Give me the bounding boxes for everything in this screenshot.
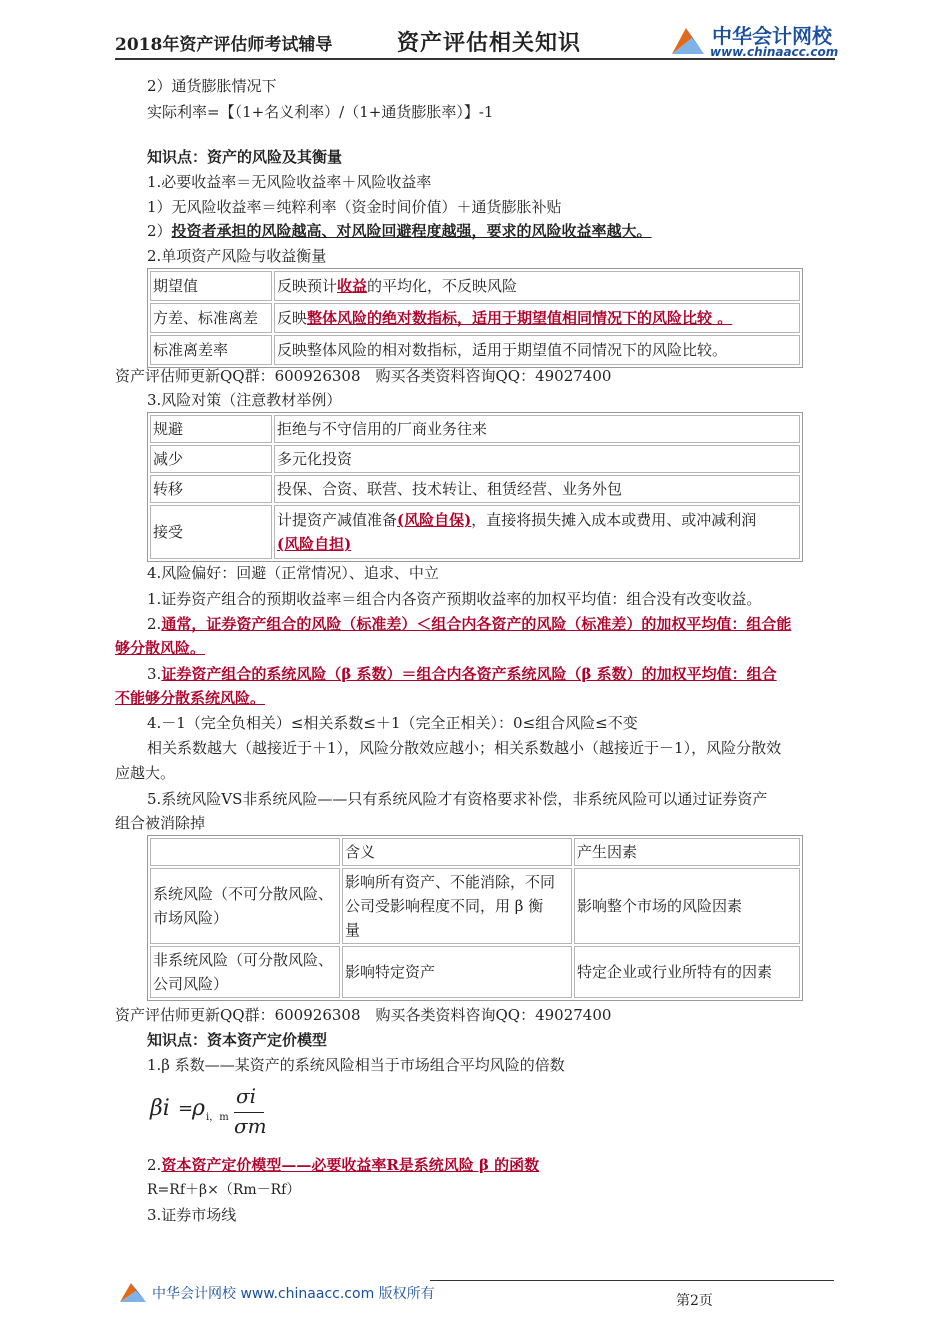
table-cell (150, 838, 340, 866)
table-cell: 反映预计收益的平均化，不反映风险 (274, 271, 800, 301)
text-line (147, 221, 652, 241)
table-cell: 规避 (150, 415, 272, 443)
header-subject-title: 资产评估相关知识 (397, 30, 582, 56)
text-line: 组合被消除掉 (115, 814, 206, 832)
text-line: 实际利率=【（1+名义利率）/（1+通货膨胀率）】-1 (147, 103, 494, 121)
page-number: 第2页 (676, 1293, 713, 1309)
text-line: 够分散风险。 (115, 639, 206, 657)
text-line: 4.风险偏好：回避（正常情况）、追求、中立 (147, 564, 439, 582)
text-line: 2.单项资产风险与收益衡量 (147, 247, 327, 265)
text-line: 5.系统风险VS非系统风险——只有系统风险才有资格要求补偿，非系统风险可以通过证券资产 (147, 790, 768, 808)
table-cell: 反映整体风险的绝对数指标，适用于期望值相同情况下的风险比较 。 (274, 303, 800, 333)
table-cell: 反映整体风险的相对数指标，适用于期望值不同情况下的风险比较。 (274, 335, 800, 365)
table-cell: 方差、标准离差 (150, 303, 272, 333)
table-cell: 特定企业或行业所特有的因素 (574, 946, 800, 998)
table-cell: 期望值 (150, 271, 272, 301)
highlight-text: 投资者承担的风险越高、对风险回避程度越强，要求的风险收益率越大。 (171, 222, 652, 240)
table-cell: 产生因素 (574, 838, 800, 866)
footer-copyright: 中华会计网校 www.chinaacc.com 版权所有 (152, 1286, 435, 1302)
qq-notice: 资产评估师更新QQ群：600926308 购买各类资料咨询QQ：49027400 (115, 367, 612, 385)
text-line: 2）通货膨胀情况下 (147, 77, 277, 95)
header-divider (115, 58, 835, 60)
text-prefix: 2） (147, 222, 172, 240)
header-exam-title: 2018年资产评估师考试辅导 (115, 35, 333, 55)
risk-strategy-table (147, 412, 803, 562)
table-cell: 拒绝与不守信用的厂商业务往来 (274, 415, 800, 443)
section-heading: 知识点：资产的风险及其衡量 (147, 148, 343, 166)
text-line: 1.证券资产组合的预期收益率＝组合内各资产预期收益率的加权平均值：组合没有改变收益。 (147, 590, 762, 608)
text-line: 2.资本资产定价模型——必要收益率R是系统风险 β 的函数 (147, 1156, 540, 1174)
text-line: 4.－1（完全负相关）≤相关系数≤＋1（完全正相关）：0≤组合风险≤不变 (147, 714, 638, 732)
table-cell: 含义 (342, 838, 572, 866)
risk-measure-table (147, 268, 803, 368)
text-line: 3.证券资产组合的系统风险（β 系数）＝组合内各资产系统风险（β 系数）的加权平均值：组合 (147, 665, 777, 683)
text-line: 不能够分散系统风险。 (115, 689, 266, 707)
table-cell: 转移 (150, 475, 272, 503)
footer-logo-icon (118, 1280, 148, 1304)
logo-icon (668, 22, 708, 58)
text-line: 应越大。 (115, 764, 176, 782)
text-line: R=Rf＋β×（Rm－Rf） (147, 1182, 301, 1198)
text-line: 相关系数越大（越接近于＋1），风险分散效应越小；相关系数越小（越接近于－1），风险分散效 (147, 739, 782, 757)
text-line: 2.通常，证券资产组合的风险（标准差）＜组合内各资产的风险（标准差）的加权平均值：组合能 (147, 615, 792, 633)
systematic-risk-table (147, 835, 803, 1001)
text-line: 3.风险对策（注意教材举例） (147, 391, 342, 409)
table-cell: 接受 (150, 505, 272, 559)
table-cell: 减少 (150, 445, 272, 473)
logo-url: www.chinaacc.com (710, 45, 839, 59)
table-cell: 影响特定资产 (342, 946, 572, 998)
table-cell: 多元化投资 (274, 445, 800, 473)
section-heading: 知识点：资本资产定价模型 (147, 1031, 328, 1049)
text-line: 3.证券市场线 (147, 1206, 237, 1224)
qq-notice: 资产评估师更新QQ群：600926308 购买各类资料咨询QQ：49027400 (115, 1006, 612, 1024)
footer-divider (430, 1280, 834, 1281)
beta-formula: βi = ρ i，m σi σm (150, 1084, 267, 1138)
text-line: 1）无风险收益率＝纯粹利率（资金时间价值）＋通货膨胀补贴 (147, 198, 562, 216)
table-cell: 计提资产减值准备(风险自保)，直接将损失摊入成本或费用、或冲减利润 (风险自担) (274, 505, 800, 559)
table-cell: 非系统风险（可分散风险、 公司风险） (150, 946, 340, 998)
logo-text: 中华会计网校 (712, 24, 832, 48)
table-cell: 标准离差率 (150, 335, 272, 365)
text-line: 1.β 系数——某资产的系统风险相当于市场组合平均风险的倍数 (147, 1056, 565, 1074)
table-cell: 影响整个市场的风险因素 (574, 868, 800, 944)
table-cell: 系统风险（不可分散风险、 市场风险） (150, 868, 340, 944)
text-line: 1.必要收益率＝无风险收益率＋风险收益率 (147, 173, 432, 191)
table-cell: 投保、合资、联营、技术转让、租赁经营、业务外包 (274, 475, 800, 503)
table-cell: 影响所有资产、不能消除，不同 公司受影响程度不同，用 β 衡 量 (342, 868, 572, 944)
